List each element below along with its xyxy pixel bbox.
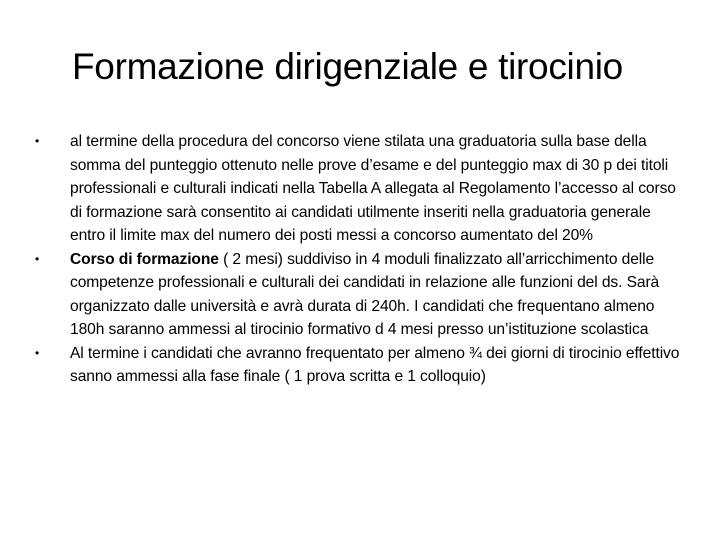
- bullet-text: Al termine i candidati che avranno frequentato per almeno ¾ dei giorni di tirocinio effettivo sanno ammessi alla fase finale ( 1 prova scritta e 1 colloquio): [70, 344, 680, 385]
- bullet-item-1: [30, 130, 680, 248]
- bullet-dot-icon: •: [34, 345, 40, 360]
- bullet-item-2: [30, 248, 680, 342]
- slide-title: Formazione dirigenziale e tirocinio: [72, 46, 623, 87]
- bullet-text: ( 2 mesi) suddiviso in 4 moduli finalizzato all’arricchimento delle competenze professionali e culturali dei candidati in relazione alle funzioni del ds. Sarà organizzato dalle università e avrà durata di 240h. I candidati che frequentano almeno 180h saranno ammessi al tirocinio formativo d 4 mesi presso un’istituzione scolastica: [70, 250, 660, 338]
- bullet-text: al termine della procedura del concorso viene stilata una graduatoria sulla base della somma del punteggio ottenuto nelle prove d’esame e del punteggio max di 30 p dei titoli professionali e culturali indicati nella Tabella A allegata al Regolamento l’accesso al corso di formazione sarà consentito ai candidati utilmente inseriti nella graduatoria generale entro il limite max del numero dei posti messi a concorso aumentato del 20%: [70, 133, 676, 244]
- bullet-dot-icon: •: [34, 134, 40, 148]
- bullet-dot-icon: •: [34, 251, 40, 266]
- bullet-list: [30, 130, 680, 389]
- bullet-item-3: [30, 342, 680, 389]
- bullet-lead: Corso di formazione: [70, 250, 219, 268]
